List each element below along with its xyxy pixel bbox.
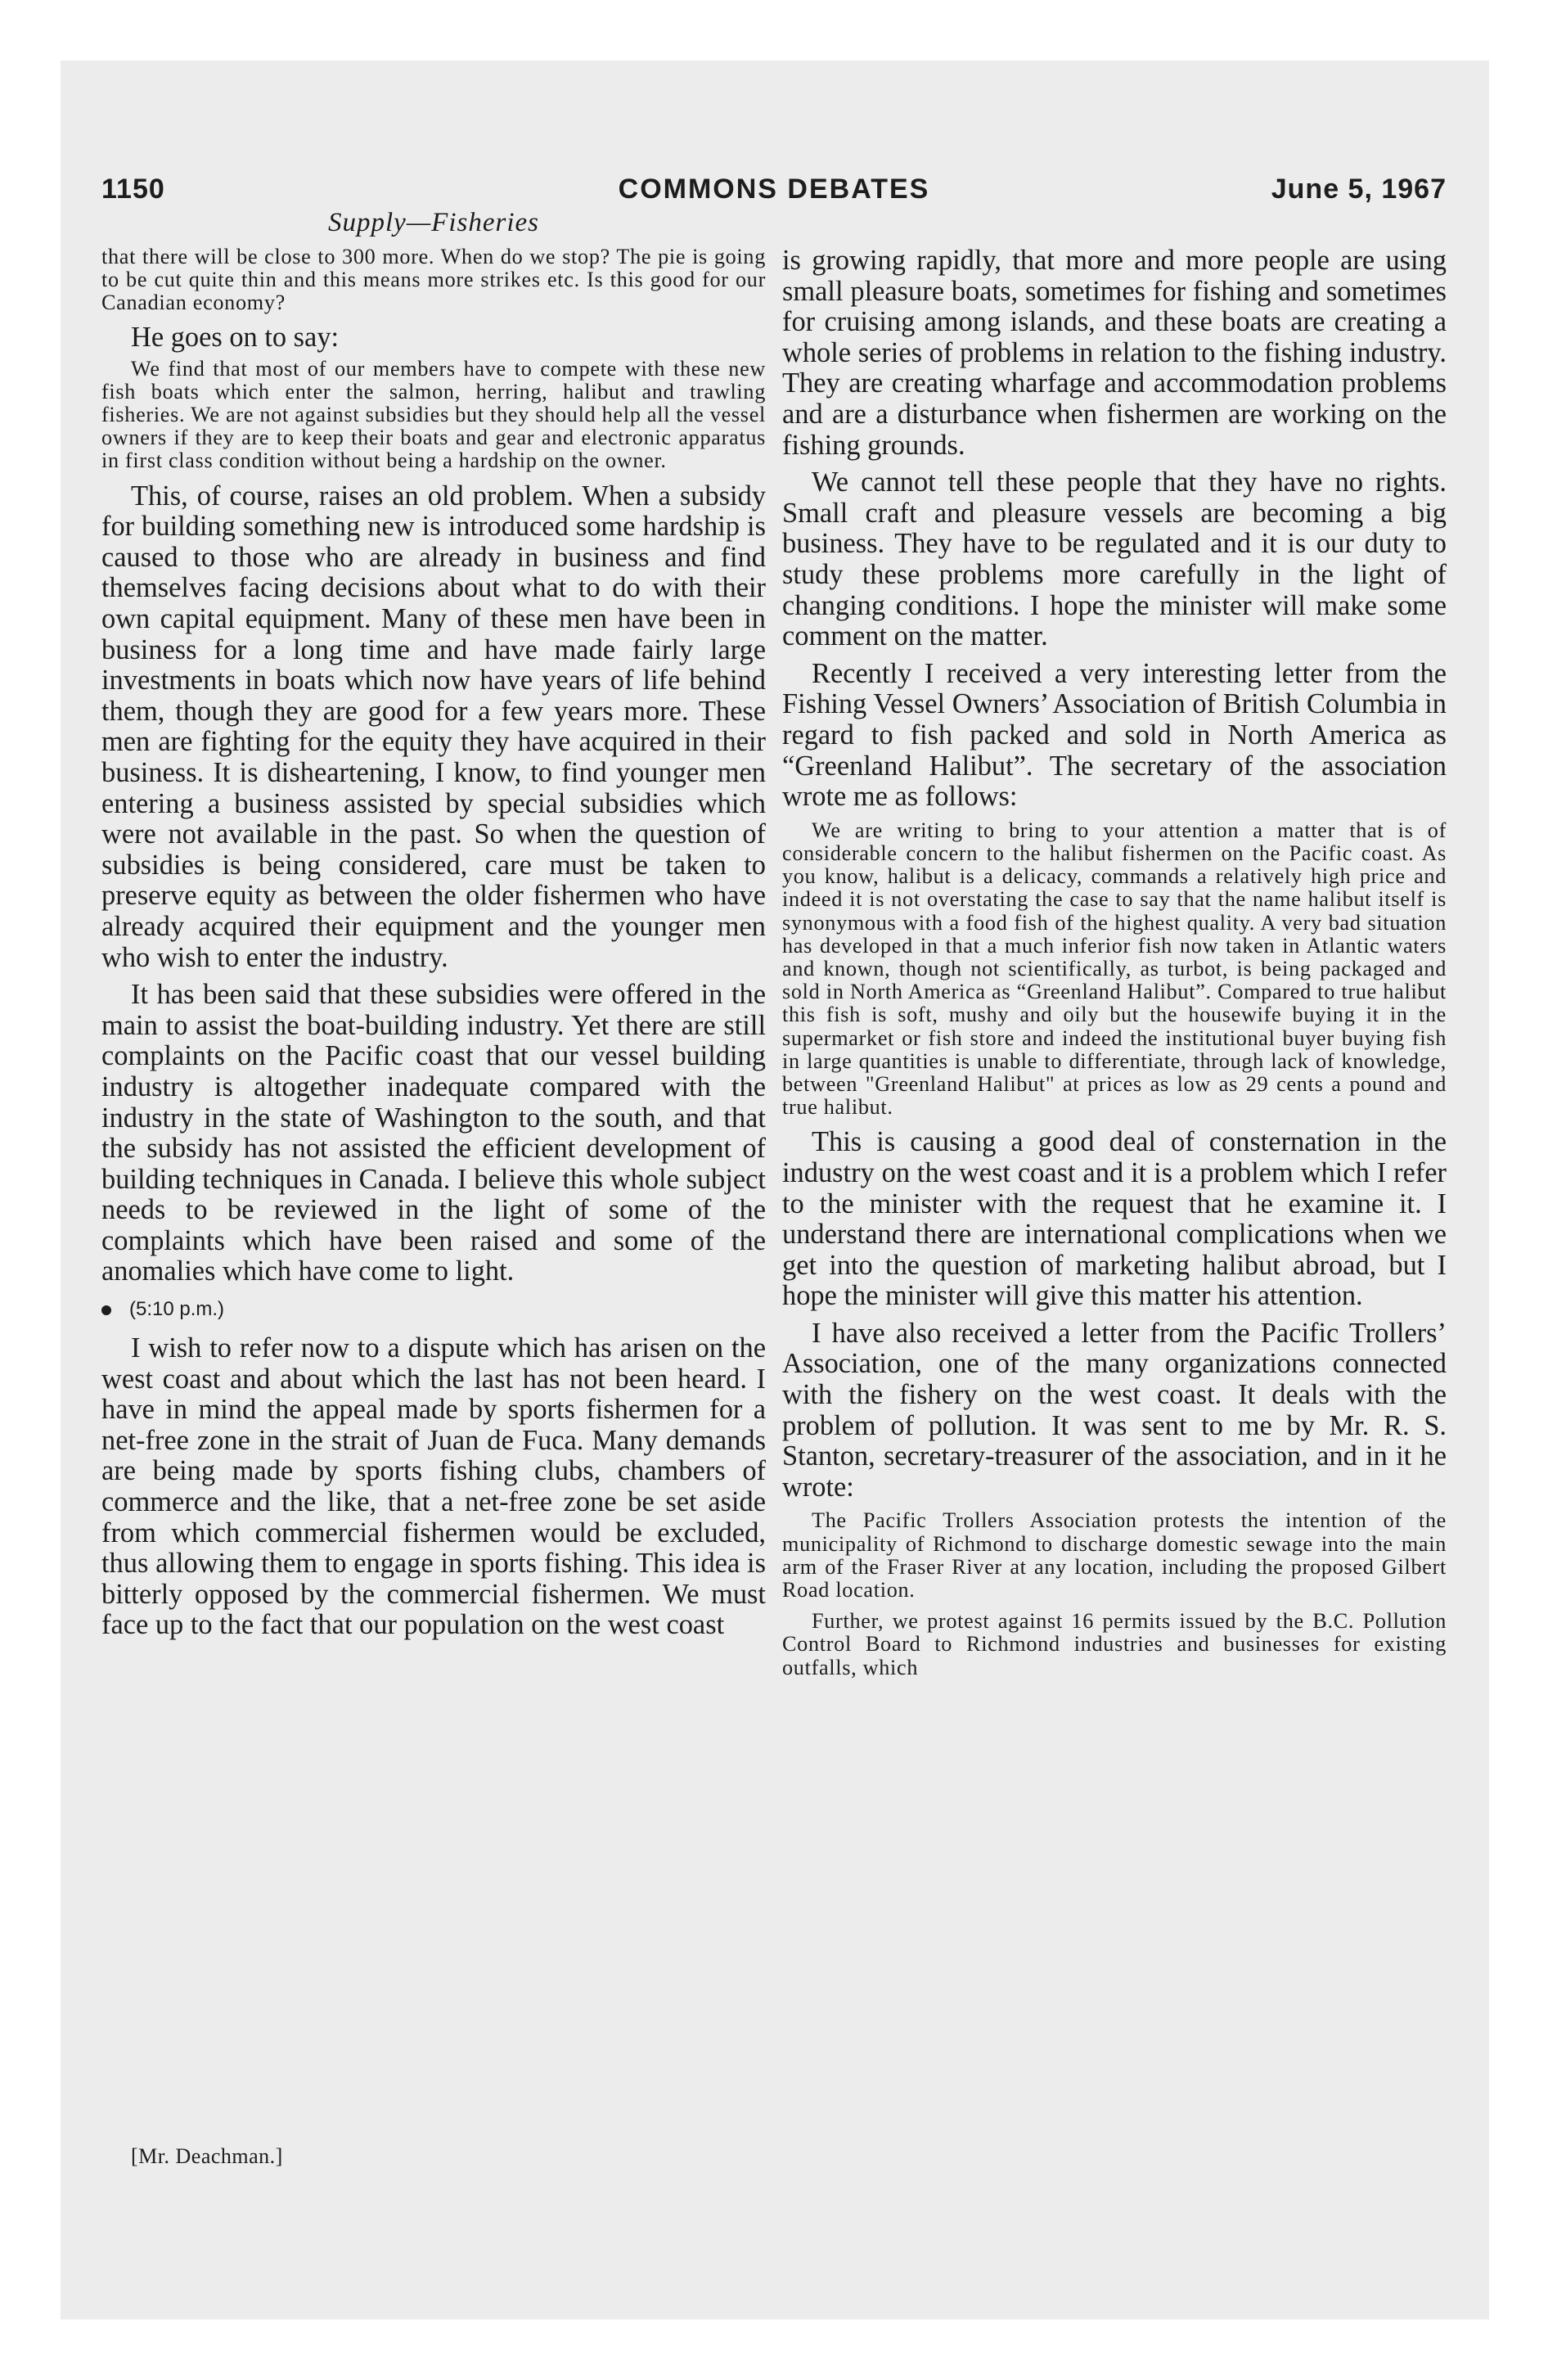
body-paragraph: This, of course, raises an old problem. When a subsidy for building something new is introduced some hardship is caused to those who are already in business and find themselves facing decisions about what to do with their own capital equipment. Many of these men have been in business for a long time and have made fairly large investments in boats which now have years of life behind them, though they are good for a few years more. These men are fighting for the equity they have acquired in their business. It is disheartening, I know, to find younger men entering a business assisted by special subsidies which were not available in the past. So when the question of subsidies is being considered, care must be taken to preserve equity as between the older fishermen who have already acquired their equipment and the younger men who wish to enter the industry.	[101, 480, 766, 973]
quoted-text: The Pacific Trollers Association protests the intention of the municipality of Richmond to discharge domestic sewage into the main arm of the Fraser River at any location, including the proposed Gilbert Road location.	[782, 1508, 1447, 1602]
left-column	[101, 246, 766, 2292]
page-header	[101, 174, 1447, 210]
document-page	[101, 0, 1447, 2380]
section-subheading: Supply—Fisheries	[328, 208, 539, 237]
speaker-attribution: [Mr. Deachman.]	[131, 2144, 283, 2168]
quoted-text: that there will be close to 300 more. When do we stop? The pie is going to be cut quite thin and this means more strikes etc. Is this good for our Canadian economy?	[101, 245, 766, 315]
body-paragraph: I have also received a letter from the Pacific Trollers’ Association, one of the many organizations connected with the fishery on the west coast. It deals with the problem of pollution. It was sent to me by Mr. R. S. Stanton, secretary-treasurer of the association, and in it he wrote:	[782, 1317, 1447, 1503]
publication-title: COMMONS DEBATES	[618, 174, 930, 205]
time-marker	[101, 1294, 766, 1325]
time-stamp: (5:10 p.m.)	[129, 1298, 225, 1321]
quoted-text: We are writing to bring to your attention a matter that is of considerable concern to the halibut fishermen on the Pacific coast. As you know, halibut is a delicacy, commands a relatively high price and indeed it is not overstating the case to say that the name halibut itself is synonymous with a food fish of the highest quality. A very bad situation has developed in that a much inferior fish now taken in Atlantic waters and known, though not scientifically, as turbot, is being packaged and sold in North America as “Greenland Halibut”. Compared to true halibut this fish is soft, mushy and oily but the housewife buying it in the supermarket or fish store and indeed the institutional buyer buying fish in large quantities is unable to differentiate, through lack of knowledge, between "Greenland Halibut" at prices as low as 29 cents a pound and true halibut.	[782, 818, 1447, 1120]
quoted-text: Further, we protest against 16 permits issued by the B.C. Pollution Control Board to Richmond industries and businesses for existing outfalls, which	[782, 1609, 1447, 1679]
body-paragraph: This is causing a good deal of consternation in the industry on the west coast and it is a problem which I refer to the minister with the request that he examine it. I understand there are international complications when we get into the question of marketing halibut abroad, but I hope the minister will give this matter his attention.	[782, 1126, 1447, 1312]
page-number: 1150	[101, 174, 165, 205]
body-paragraph: Recently I received a very interesting letter from the Fishing Vessel Owners’ Association of British Columbia in regard to fish packed and sold in North America as “Greenland Halibut”. The secretary of the association wrote me as follows:	[782, 657, 1447, 813]
body-paragraph: It has been said that these subsidies were offered in the main to assist the boat-building industry. Yet there are still complaints on the Pacific coast that our vessel building industry is altogether inadequate compared with the industry in the state of Washington to the south, and that the subsidy has not assisted the efficient development of building techniques in Canada. I believe this whole subject needs to be reviewed in the light of some of the complaints which have been raised and some of the anomalies which have come to light.	[101, 979, 766, 1287]
body-paragraph: He goes on to say:	[131, 321, 340, 353]
right-column	[782, 246, 1447, 2292]
quoted-text: We find that most of our members have to compete with these new fish boats which enter the salmon, herring, halibut and trawling fisheries. We are not against subsidies but they should help all the vessel owners if they are to keep their boats and gear and electronic apparatus in first class condition without being a hardship on the owner.	[101, 356, 766, 473]
bullet-icon	[101, 1305, 111, 1315]
body-paragraph: is growing rapidly, that more and more people are using small pleasure boats, sometimes for fishing and sometimes for cruising among islands, and these boats are creating a whole series of problems in relation to the fishing industry. They are creating wharfage and accommodation problems and are a disturbance when fishermen are working on the fishing grounds.	[782, 245, 1447, 461]
body-paragraph: I wish to refer now to a dispute which has arisen on the west coast and about which the last has not been heard. I have in mind the appeal made by sports fishermen for a net-free zone in the strait of Juan de Fuca. Many demands are being made by sports fishing clubs, chambers of commerce and the like, that a net-free zone be set aside from which commercial fishermen would be excluded, thus allowing them to engage in sports fishing. This idea is bitterly opposed by the commercial fishermen. We must face up to the fact that our population on the west coast	[101, 1332, 766, 1641]
body-paragraph: We cannot tell these people that they have no rights. Small craft and pleasure vessels are becoming a big business. They have to be regulated and it is our duty to study these problems more carefully in the light of changing conditions. I hope the minister will make some comment on the matter.	[782, 467, 1447, 652]
page-date: June 5, 1967	[1271, 174, 1447, 205]
